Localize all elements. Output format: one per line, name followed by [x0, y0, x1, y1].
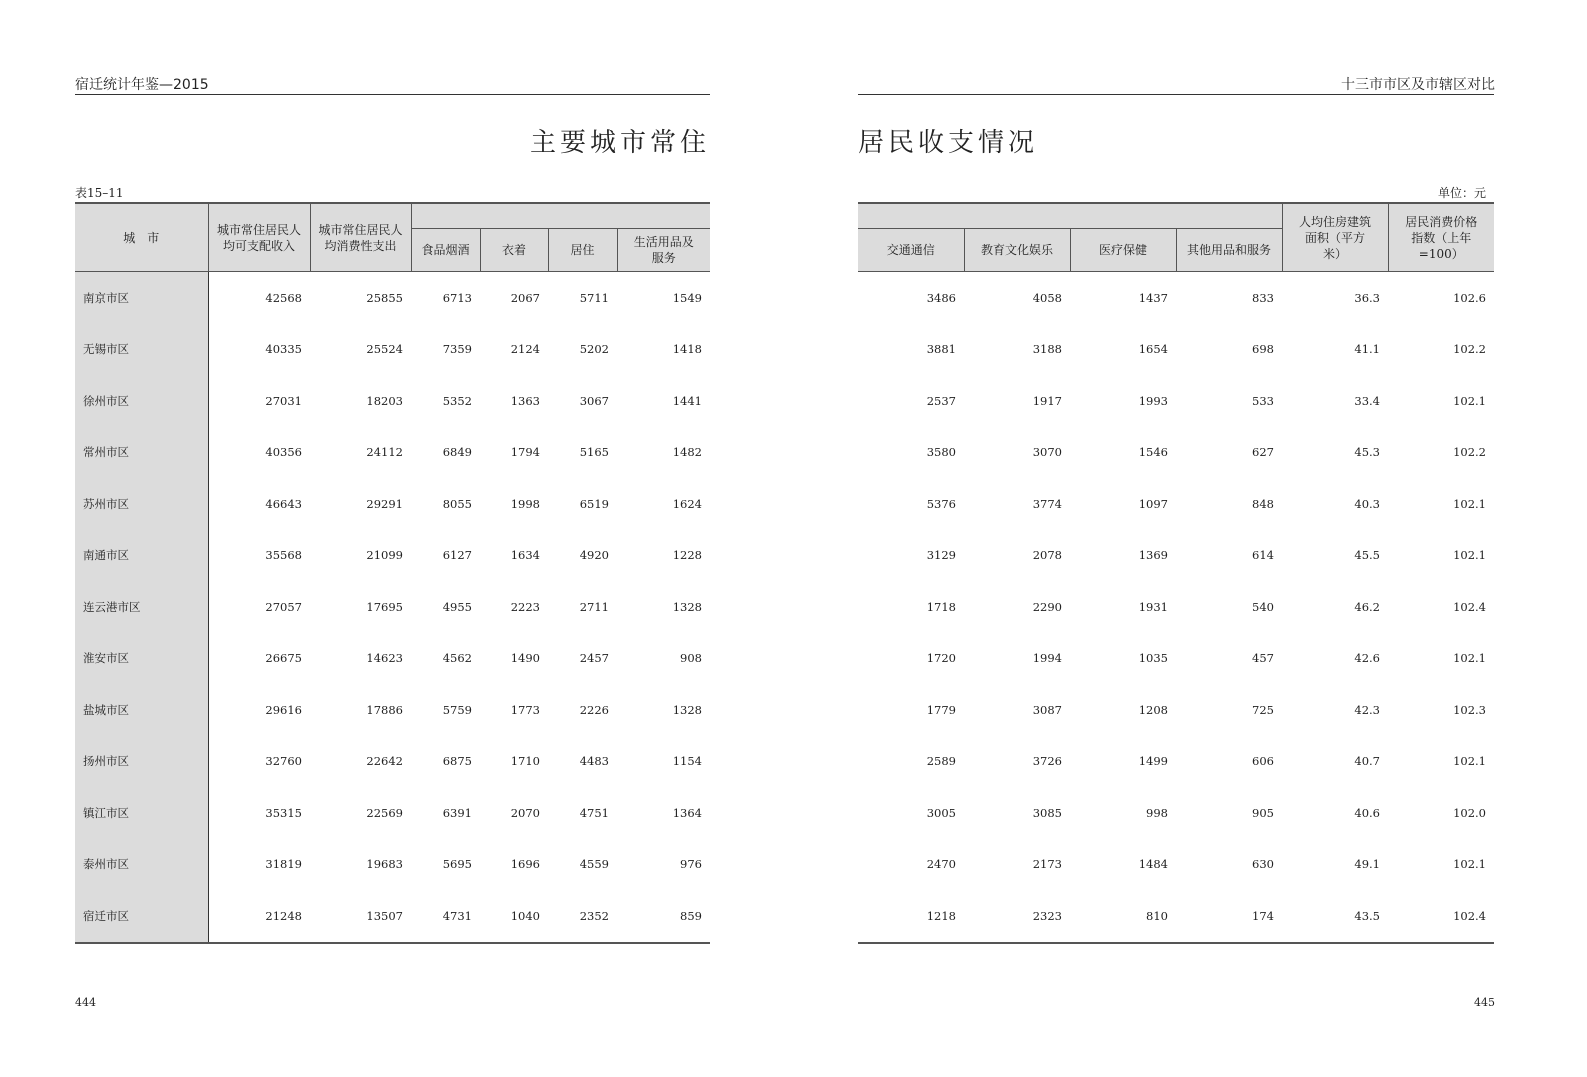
- value-cell: 540: [1252, 599, 1274, 614]
- running-head-left: 宿迁统计年鉴—2015: [75, 77, 209, 93]
- value-cell: 2711: [579, 599, 609, 614]
- value-cell: 19683: [366, 857, 403, 872]
- value-cell: 40335: [265, 342, 302, 357]
- value-cell: 5711: [579, 290, 609, 305]
- value-cell: 1499: [1138, 754, 1168, 769]
- value-cell: 4559: [579, 857, 609, 872]
- value-cell: 3085: [1032, 805, 1062, 820]
- value-cell: 2470: [926, 857, 956, 872]
- value-cell: 998: [1146, 805, 1168, 820]
- table-row: [75, 787, 710, 839]
- city-name-cell: 苏州市区: [75, 478, 208, 530]
- value-cell: 40.6: [1354, 805, 1380, 820]
- table-number: 表15–11: [75, 186, 124, 200]
- header-household: 生活用品及服务: [617, 229, 710, 272]
- value-cell: 5695: [442, 857, 472, 872]
- value-cell: 1441: [672, 393, 702, 408]
- header-other: 其他用品和服务: [1176, 229, 1282, 272]
- table-row: [858, 427, 1494, 479]
- table-row: [858, 839, 1494, 891]
- table-row: [75, 272, 710, 324]
- value-cell: 533: [1252, 393, 1274, 408]
- value-cell: 3881: [926, 342, 956, 357]
- table-row: [858, 478, 1494, 530]
- value-cell: 630: [1252, 857, 1274, 872]
- header-rule-right: [858, 94, 1494, 95]
- value-cell: 49.1: [1354, 857, 1380, 872]
- value-cell: 1773: [510, 702, 540, 717]
- value-cell: 43.5: [1354, 908, 1380, 923]
- value-cell: 45.3: [1354, 445, 1380, 460]
- unit-label: 单位：元: [1437, 186, 1486, 200]
- value-cell: 2323: [1032, 908, 1062, 923]
- table-row: [75, 324, 710, 376]
- value-cell: 102.0: [1453, 805, 1486, 820]
- value-cell: 1994: [1032, 651, 1062, 666]
- value-cell: 21099: [366, 548, 403, 563]
- city-name-cell: 无锡市区: [75, 324, 208, 376]
- value-cell: 42568: [265, 290, 302, 305]
- value-cell: 1364: [672, 805, 702, 820]
- city-name-cell: 泰州市区: [75, 839, 208, 891]
- value-cell: 1437: [1138, 290, 1168, 305]
- table-row: [75, 633, 710, 685]
- value-cell: 7359: [442, 342, 472, 357]
- value-cell: 29616: [265, 702, 302, 717]
- value-cell: 102.2: [1453, 342, 1486, 357]
- value-cell: 102.1: [1453, 393, 1486, 408]
- value-cell: 6127: [442, 548, 472, 563]
- value-cell: 102.1: [1453, 651, 1486, 666]
- city-name-cell: 盐城市区: [75, 684, 208, 736]
- table-row: [858, 375, 1494, 427]
- value-cell: 1154: [672, 754, 702, 769]
- value-cell: 627: [1252, 445, 1274, 460]
- value-cell: 102.4: [1453, 599, 1486, 614]
- value-cell: 1779: [926, 702, 956, 717]
- value-cell: 45.5: [1354, 548, 1380, 563]
- city-name-cell: 南京市区: [75, 272, 208, 324]
- value-cell: 102.1: [1453, 857, 1486, 872]
- value-cell: 6713: [442, 290, 472, 305]
- value-cell: 2173: [1032, 857, 1062, 872]
- value-cell: 24112: [366, 445, 403, 460]
- value-cell: 26675: [265, 651, 302, 666]
- table-row: [858, 581, 1494, 633]
- left-page: [0, 0, 793, 1077]
- city-name-cell: 淮安市区: [75, 633, 208, 685]
- value-cell: 4751: [579, 805, 609, 820]
- value-cell: 8055: [442, 496, 472, 511]
- value-cell: 5759: [442, 702, 472, 717]
- header-disposable-income: 城市常住居民人均可支配收入: [208, 203, 310, 272]
- value-cell: 27031: [265, 393, 302, 408]
- value-cell: 22569: [366, 805, 403, 820]
- value-cell: 2290: [1032, 599, 1062, 614]
- value-cell: 1035: [1138, 651, 1168, 666]
- table-row: [75, 890, 710, 943]
- value-cell: 42.3: [1354, 702, 1380, 717]
- value-cell: 905: [1252, 805, 1274, 820]
- table-row: [858, 684, 1494, 736]
- value-cell: 3070: [1032, 445, 1062, 460]
- value-cell: 42.6: [1354, 651, 1380, 666]
- value-cell: 698: [1252, 342, 1274, 357]
- value-cell: 4562: [442, 651, 472, 666]
- table-row: [75, 736, 710, 788]
- page-number-left: 444: [75, 996, 96, 1009]
- value-cell: 4731: [442, 908, 472, 923]
- value-cell: 2070: [510, 805, 540, 820]
- value-cell: 25855: [366, 290, 403, 305]
- city-name-cell: 南通市区: [75, 530, 208, 582]
- city-name-cell: 扬州市区: [75, 736, 208, 788]
- header-transport: 交通通信: [858, 229, 964, 272]
- header-housing: 居住: [548, 229, 617, 272]
- table-row: [858, 787, 1494, 839]
- value-cell: 40356: [265, 445, 302, 460]
- value-cell: 5165: [579, 445, 609, 460]
- value-cell: 102.1: [1453, 754, 1486, 769]
- header-housing-area: 人均住房建筑面积（平方米）: [1282, 203, 1388, 272]
- value-cell: 457: [1252, 651, 1274, 666]
- value-cell: 606: [1252, 754, 1274, 769]
- table-row: [858, 530, 1494, 582]
- value-cell: 725: [1252, 702, 1274, 717]
- city-name-cell: 徐州市区: [75, 375, 208, 427]
- value-cell: 3005: [926, 805, 956, 820]
- value-cell: 17886: [366, 702, 403, 717]
- value-cell: 41.1: [1354, 342, 1380, 357]
- value-cell: 5376: [926, 496, 956, 511]
- value-cell: 1097: [1138, 496, 1168, 511]
- header-rule-left: [75, 94, 710, 95]
- value-cell: 3774: [1032, 496, 1062, 511]
- value-cell: 2457: [579, 651, 609, 666]
- value-cell: 22642: [366, 754, 403, 769]
- value-cell: 2078: [1032, 548, 1062, 563]
- value-cell: 102.6: [1453, 290, 1486, 305]
- header-clothing: 衣着: [480, 229, 548, 272]
- table-row: [858, 736, 1494, 788]
- value-cell: 2537: [926, 393, 956, 408]
- value-cell: 17695: [366, 599, 403, 614]
- value-cell: 1549: [672, 290, 702, 305]
- table-row: [75, 581, 710, 633]
- city-name-cell: 连云港市区: [75, 581, 208, 633]
- value-cell: 35568: [265, 548, 302, 563]
- value-cell: 102.2: [1453, 445, 1486, 460]
- value-cell: 3087: [1032, 702, 1062, 717]
- value-cell: 1794: [510, 445, 540, 460]
- city-name-cell: 镇江市区: [75, 787, 208, 839]
- value-cell: 1482: [672, 445, 702, 460]
- value-cell: 14623: [366, 651, 403, 666]
- value-cell: 3129: [926, 548, 956, 563]
- header-cpi: 居民消费价格指数（上年=100）: [1388, 203, 1494, 272]
- value-cell: 6875: [442, 754, 472, 769]
- value-cell: 3486: [926, 290, 956, 305]
- value-cell: 3726: [1032, 754, 1062, 769]
- value-cell: 3188: [1032, 342, 1062, 357]
- value-cell: 614: [1252, 548, 1274, 563]
- value-cell: 1040: [510, 908, 540, 923]
- value-cell: 6391: [442, 805, 472, 820]
- value-cell: 27057: [265, 599, 302, 614]
- table-row: [75, 478, 710, 530]
- value-cell: 1720: [926, 651, 956, 666]
- value-cell: 6849: [442, 445, 472, 460]
- value-cell: 33.4: [1354, 393, 1380, 408]
- header-group-blank-right: [858, 203, 1282, 229]
- value-cell: 4920: [579, 548, 609, 563]
- page-number-right: 445: [1474, 996, 1495, 1009]
- header-medical: 医疗保健: [1070, 229, 1176, 272]
- value-cell: 6519: [579, 496, 609, 511]
- value-cell: 2223: [510, 599, 540, 614]
- value-cell: 2352: [579, 908, 609, 923]
- value-cell: 40.3: [1354, 496, 1380, 511]
- value-cell: 976: [680, 857, 702, 872]
- value-cell: 21248: [265, 908, 302, 923]
- table-row: [75, 427, 710, 479]
- value-cell: 29291: [366, 496, 403, 511]
- value-cell: 1931: [1138, 599, 1168, 614]
- income-table-left: [75, 202, 710, 944]
- value-cell: 1363: [510, 393, 540, 408]
- value-cell: 859: [680, 908, 702, 923]
- running-head-right: 十三市市区及市辖区对比: [1341, 77, 1495, 93]
- value-cell: 31819: [265, 857, 302, 872]
- page-title-left: 主要城市常住: [529, 128, 710, 158]
- value-cell: 1634: [510, 548, 540, 563]
- table-row: [75, 839, 710, 891]
- value-cell: 102.1: [1453, 548, 1486, 563]
- value-cell: 36.3: [1354, 290, 1380, 305]
- value-cell: 5202: [579, 342, 609, 357]
- value-cell: 810: [1146, 908, 1168, 923]
- value-cell: 1418: [672, 342, 702, 357]
- value-cell: 4955: [442, 599, 472, 614]
- value-cell: 3067: [579, 393, 609, 408]
- city-name-cell: 宿迁市区: [75, 890, 208, 943]
- income-table-right: [858, 202, 1494, 944]
- value-cell: 46.2: [1354, 599, 1380, 614]
- value-cell: 1917: [1032, 393, 1062, 408]
- value-cell: 102.3: [1453, 702, 1486, 717]
- table-row: [858, 633, 1494, 685]
- value-cell: 5352: [442, 393, 472, 408]
- value-cell: 2124: [510, 342, 540, 357]
- value-cell: 1228: [672, 548, 702, 563]
- value-cell: 1624: [672, 496, 702, 511]
- value-cell: 102.1: [1453, 496, 1486, 511]
- value-cell: 102.4: [1453, 908, 1486, 923]
- value-cell: 833: [1252, 290, 1274, 305]
- value-cell: 1218: [926, 908, 956, 923]
- header-food: 食品烟酒: [411, 229, 480, 272]
- header-group-blank: [411, 203, 710, 229]
- table-row: [75, 684, 710, 736]
- table-row: [858, 272, 1494, 324]
- value-cell: 1328: [672, 599, 702, 614]
- header-consumption: 城市常住居民人均消费性支出: [310, 203, 411, 272]
- table-row: [858, 324, 1494, 376]
- right-page: [793, 0, 1587, 1077]
- value-cell: 4058: [1032, 290, 1062, 305]
- value-cell: 1546: [1138, 445, 1168, 460]
- value-cell: 174: [1252, 908, 1274, 923]
- value-cell: 35315: [265, 805, 302, 820]
- page-title-right: 居民收支情况: [858, 128, 1039, 158]
- value-cell: 13507: [366, 908, 403, 923]
- value-cell: 18203: [366, 393, 403, 408]
- value-cell: 2226: [579, 702, 609, 717]
- value-cell: 1998: [510, 496, 540, 511]
- value-cell: 908: [680, 651, 702, 666]
- value-cell: 1328: [672, 702, 702, 717]
- value-cell: 1208: [1138, 702, 1168, 717]
- value-cell: 4483: [579, 754, 609, 769]
- value-cell: 1484: [1138, 857, 1168, 872]
- header-education: 教育文化娱乐: [964, 229, 1070, 272]
- value-cell: 3580: [926, 445, 956, 460]
- table-row: [858, 890, 1494, 943]
- value-cell: 1490: [510, 651, 540, 666]
- value-cell: 46643: [265, 496, 302, 511]
- value-cell: 2589: [926, 754, 956, 769]
- table-row: [75, 530, 710, 582]
- value-cell: 1718: [926, 599, 956, 614]
- value-cell: 2067: [510, 290, 540, 305]
- value-cell: 1710: [510, 754, 540, 769]
- value-cell: 1696: [510, 857, 540, 872]
- value-cell: 1654: [1138, 342, 1168, 357]
- value-cell: 1369: [1138, 548, 1168, 563]
- header-city: 城 市: [75, 203, 208, 272]
- value-cell: 25524: [366, 342, 403, 357]
- city-name-cell: 常州市区: [75, 427, 208, 479]
- table-row: [75, 375, 710, 427]
- value-cell: 1993: [1138, 393, 1168, 408]
- value-cell: 848: [1252, 496, 1274, 511]
- value-cell: 40.7: [1354, 754, 1380, 769]
- value-cell: 32760: [265, 754, 302, 769]
